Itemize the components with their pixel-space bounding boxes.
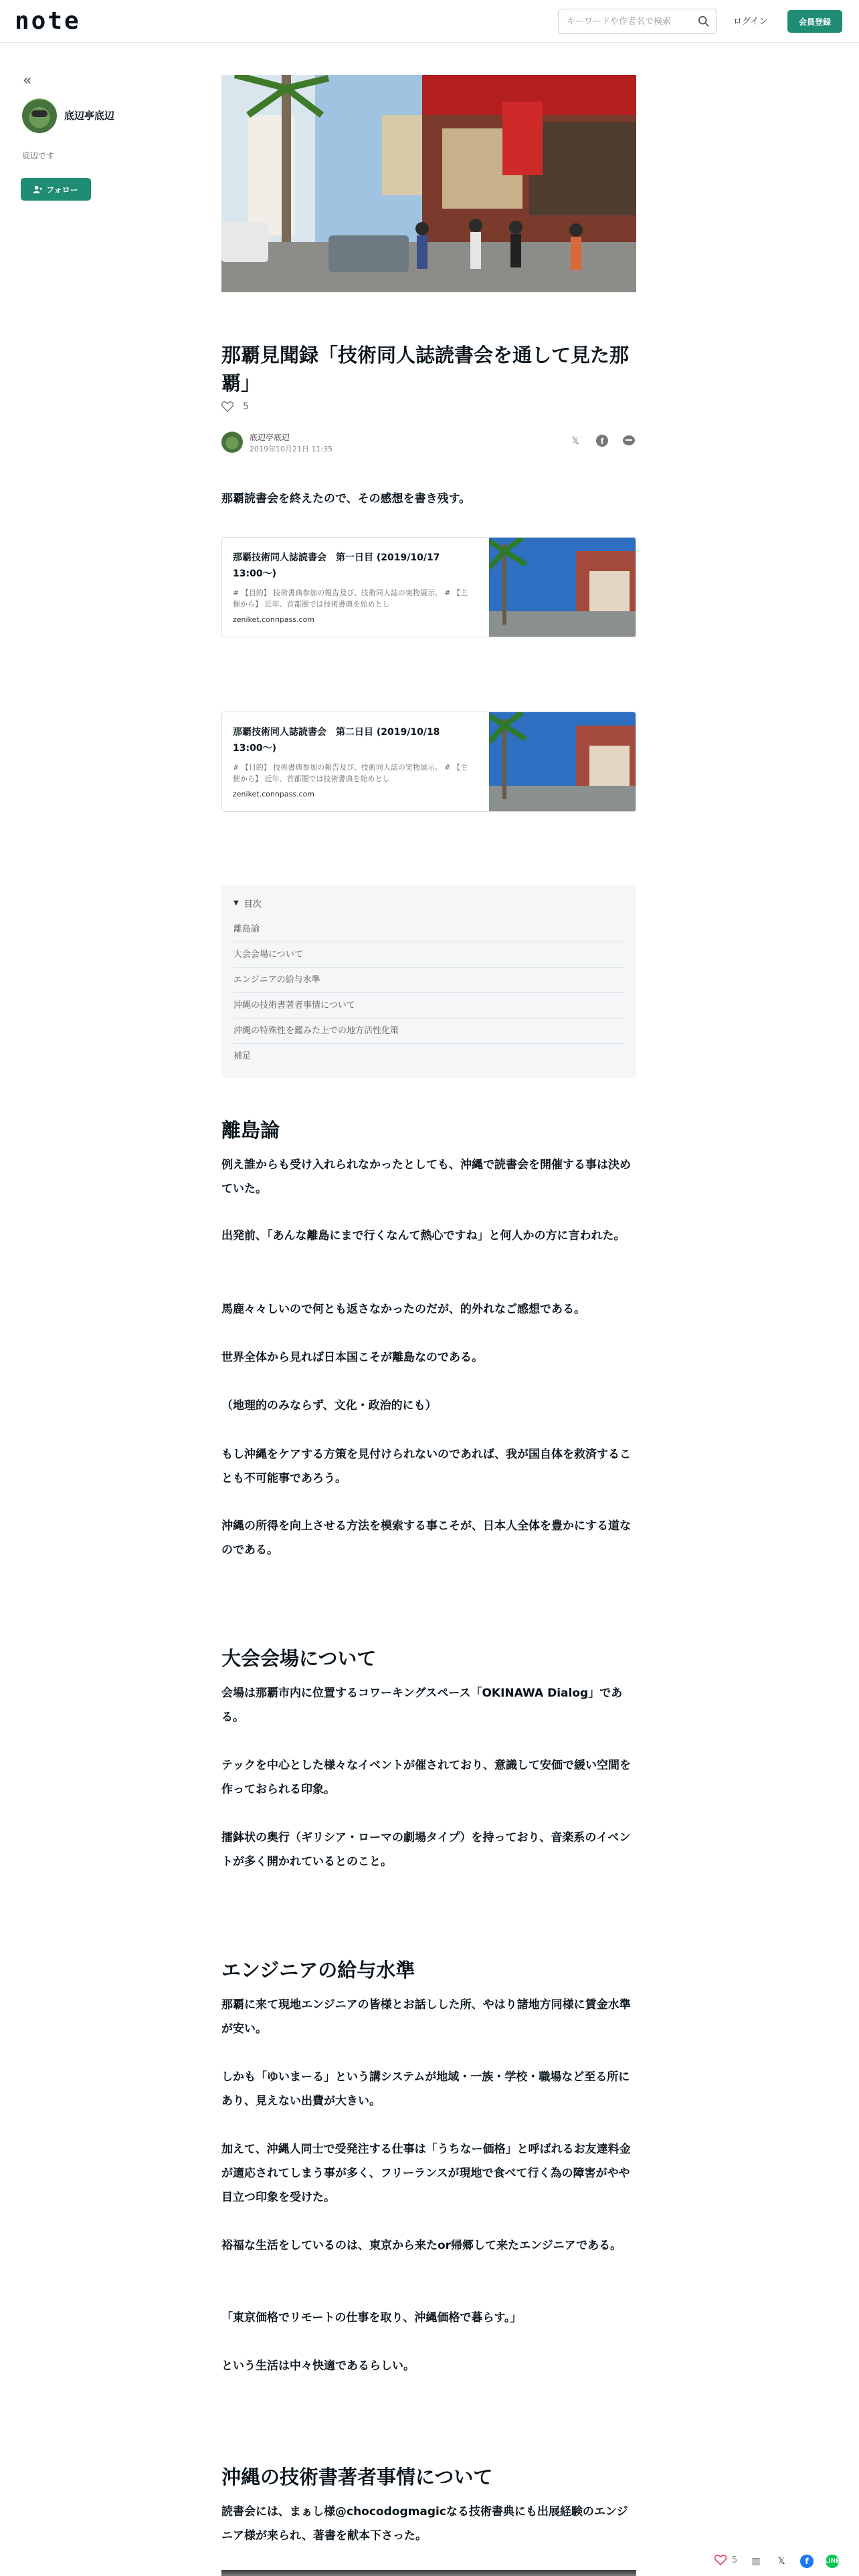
section-heading: 大会会場について — [221, 1647, 377, 1670]
search-input[interactable] — [565, 12, 692, 31]
body-paragraph: （地理的のみならず、文化・政治的にも） — [221, 1399, 437, 1412]
embed-description: # 【目的】 技術書典参加の報告及び、技術同人誌の実物展示。 # 【主催から】 近年、首都圏では技術書典を始めとし — [233, 763, 468, 783]
toc-item[interactable]: 沖縄の技術書著者事情について — [233, 993, 624, 1018]
login-link[interactable]: ログイン — [733, 17, 768, 27]
embed-domain: zeniket.connpass.com — [233, 790, 315, 798]
x-share-icon[interactable]: 𝕏 — [571, 435, 580, 447]
line-share-icon[interactable] — [623, 435, 635, 447]
body-paragraph: テックを中心とした様々なイベントが催されており、意識して安価で緩い空間を作っておられる印象。 — [221, 1759, 631, 1796]
table-of-contents — [221, 885, 636, 1078]
heart-icon[interactable] — [714, 2555, 727, 2565]
meta-author-name[interactable]: 底辺亭底辺 — [250, 433, 290, 442]
toc-item[interactable]: 沖縄の特殊性を鑑みた上での地方活性化策 — [233, 1018, 624, 1044]
embed-title: 那覇技術同人誌読書会 第二日目 (2019/10/18 13:00〜) — [233, 727, 440, 754]
body-paragraph: 馬鹿々々しいので何とも返さなかったのだが、的外れなご感想である。 — [221, 1303, 585, 1316]
facebook-share-icon[interactable] — [596, 435, 608, 447]
body-paragraph: 世界全体から見れば日本国こそが離島なのである。 — [221, 1351, 483, 1364]
follow-button[interactable] — [21, 178, 91, 201]
embed-domain: zeniket.connpass.com — [233, 615, 315, 624]
hero-image — [221, 75, 636, 292]
body-paragraph: 読書会には、まぁし様@chocodogmagicなる技術書典にも出展経験のエンジニア様が来られ、著書を献本下さった。 — [221, 2505, 628, 2543]
meta-author-avatar[interactable] — [221, 431, 243, 453]
x-share-icon[interactable]: 𝕏 — [777, 2556, 785, 2567]
section-heading: エンジニアの給与水準 — [221, 1959, 415, 1981]
body-paragraph: という生活は中々快適であるらしい。 — [221, 2359, 415, 2373]
facebook-share-icon[interactable]: f — [800, 2555, 814, 2568]
body-paragraph: しかも「ゆいまーる」という講システムが地域・一族・学校・職場など至る所にあり、見えない出費が大きい。 — [221, 2070, 630, 2108]
search-icon[interactable] — [698, 15, 710, 27]
like-count: 5 — [243, 401, 249, 412]
toc-toggle[interactable] — [233, 894, 624, 911]
signup-button[interactable]: 会員登録 — [787, 10, 842, 33]
search-box[interactable] — [558, 9, 717, 34]
article-title: 那覇見聞録「技術同人誌読書会を通して見た那覇」 — [221, 344, 630, 395]
magazine-icon[interactable]: ▥ — [751, 2556, 761, 2567]
caret-down-icon: ▼ — [233, 899, 239, 907]
embed-thumbnail — [489, 538, 636, 637]
bottom-like-count: 5 — [732, 2555, 738, 2565]
body-paragraph: 会場は那覇市内に位置するコワーキングスペース「OKINAWA Dialog」である。 — [221, 1687, 623, 1724]
author-bio: 底辺です — [22, 151, 55, 160]
toc-item[interactable]: 大会会場について — [233, 942, 624, 968]
note-logo[interactable]: note — [15, 7, 81, 35]
line-share-icon[interactable]: LINE — [826, 2555, 839, 2568]
intro-paragraph: 那覇読書会を終えたので、その感想を書き残す。 — [221, 492, 471, 506]
body-paragraph: もし沖縄をケアする方策を見付けられないのであれば、我が国自体を救済することも不可能事であろう。 — [221, 1448, 631, 1485]
body-paragraph: 「東京価格でリモートの仕事を取り、沖縄価格で暮らす。」 — [221, 2311, 522, 2325]
share-icons — [569, 435, 635, 447]
body-paragraph: 出発前、「あんな離島にまで行くなんて熱心ですね」と何人かの方に言われた。 — [221, 1229, 626, 1243]
toc-item[interactable]: エンジニアの給与水準 — [233, 968, 624, 993]
person-plus-icon — [33, 185, 42, 194]
body-paragraph: 例え誰からも受け入れられなかったとしても、沖縄で読書会を開催する事は決めていた。 — [221, 1158, 631, 1196]
author-name[interactable]: 底辺亭底辺 — [64, 110, 115, 122]
embed-title: 那覇技術同人誌読書会 第一日目 (2019/10/17 13:00〜) — [233, 552, 440, 579]
author-avatar[interactable] — [22, 98, 57, 133]
section-heading: 離島論 — [221, 1119, 280, 1142]
site-header — [0, 0, 859, 43]
toc-item[interactable]: 離島論 — [233, 917, 624, 942]
svg-text:f: f — [600, 436, 604, 446]
section-heading: 沖縄の技術書著者事情について — [221, 2466, 493, 2488]
like-row — [221, 401, 249, 412]
toc-heading: 目次 — [244, 899, 262, 909]
body-paragraph: 裕福な生活をしているのは、東京から来たor帰郷して来たエンジニアである。 — [221, 2239, 622, 2252]
embed-description: # 【目的】 技術書典参加の報告及び、技術同人誌の実物展示。 # 【主催から】 近年、首都圏では技術書典を始めとし — [233, 588, 468, 609]
publish-date: 2019年10月21日 11:35 — [250, 445, 333, 453]
embed-thumbnail — [489, 712, 636, 812]
toc-item[interactable]: 補足 — [233, 1051, 252, 1061]
body-paragraph: 那覇に来て現地エンジニアの皆様とお話しした所、やはり諸地方同様に賃金水準が安い。 — [221, 1998, 631, 2036]
body-paragraph: 沖縄の所得を向上させる方法を模索する事こそが、日本人全体を豊かにする道なのである。 — [221, 1519, 631, 1557]
heart-icon[interactable] — [221, 401, 233, 412]
bottom-like[interactable] — [714, 2555, 737, 2565]
embed-text — [233, 724, 474, 798]
follow-label: フォロー — [46, 185, 78, 195]
link-embed-card[interactable] — [221, 537, 636, 637]
floating-action-bar — [0, 2545, 859, 2576]
bottom-share-icons — [749, 2555, 839, 2568]
link-embed-card[interactable] — [221, 712, 636, 812]
body-paragraph: 擂鉢状の奥行（ギリシア・ローマの劇場タイプ）を持っており、音楽系のイベントが多く開かれているとのこと。 — [221, 1831, 631, 1868]
body-paragraph: 加えて、沖縄人同士で受発注する仕事は「うちなー価格」と呼ばれるお友達料金が適応されてしまう事が多く、フリーランスが現地で食べて行く為の障害がやや目立つ印象を受けた。 — [221, 2143, 631, 2204]
embed-text — [233, 550, 474, 624]
back-chevron-icon[interactable]: « — [23, 72, 32, 89]
